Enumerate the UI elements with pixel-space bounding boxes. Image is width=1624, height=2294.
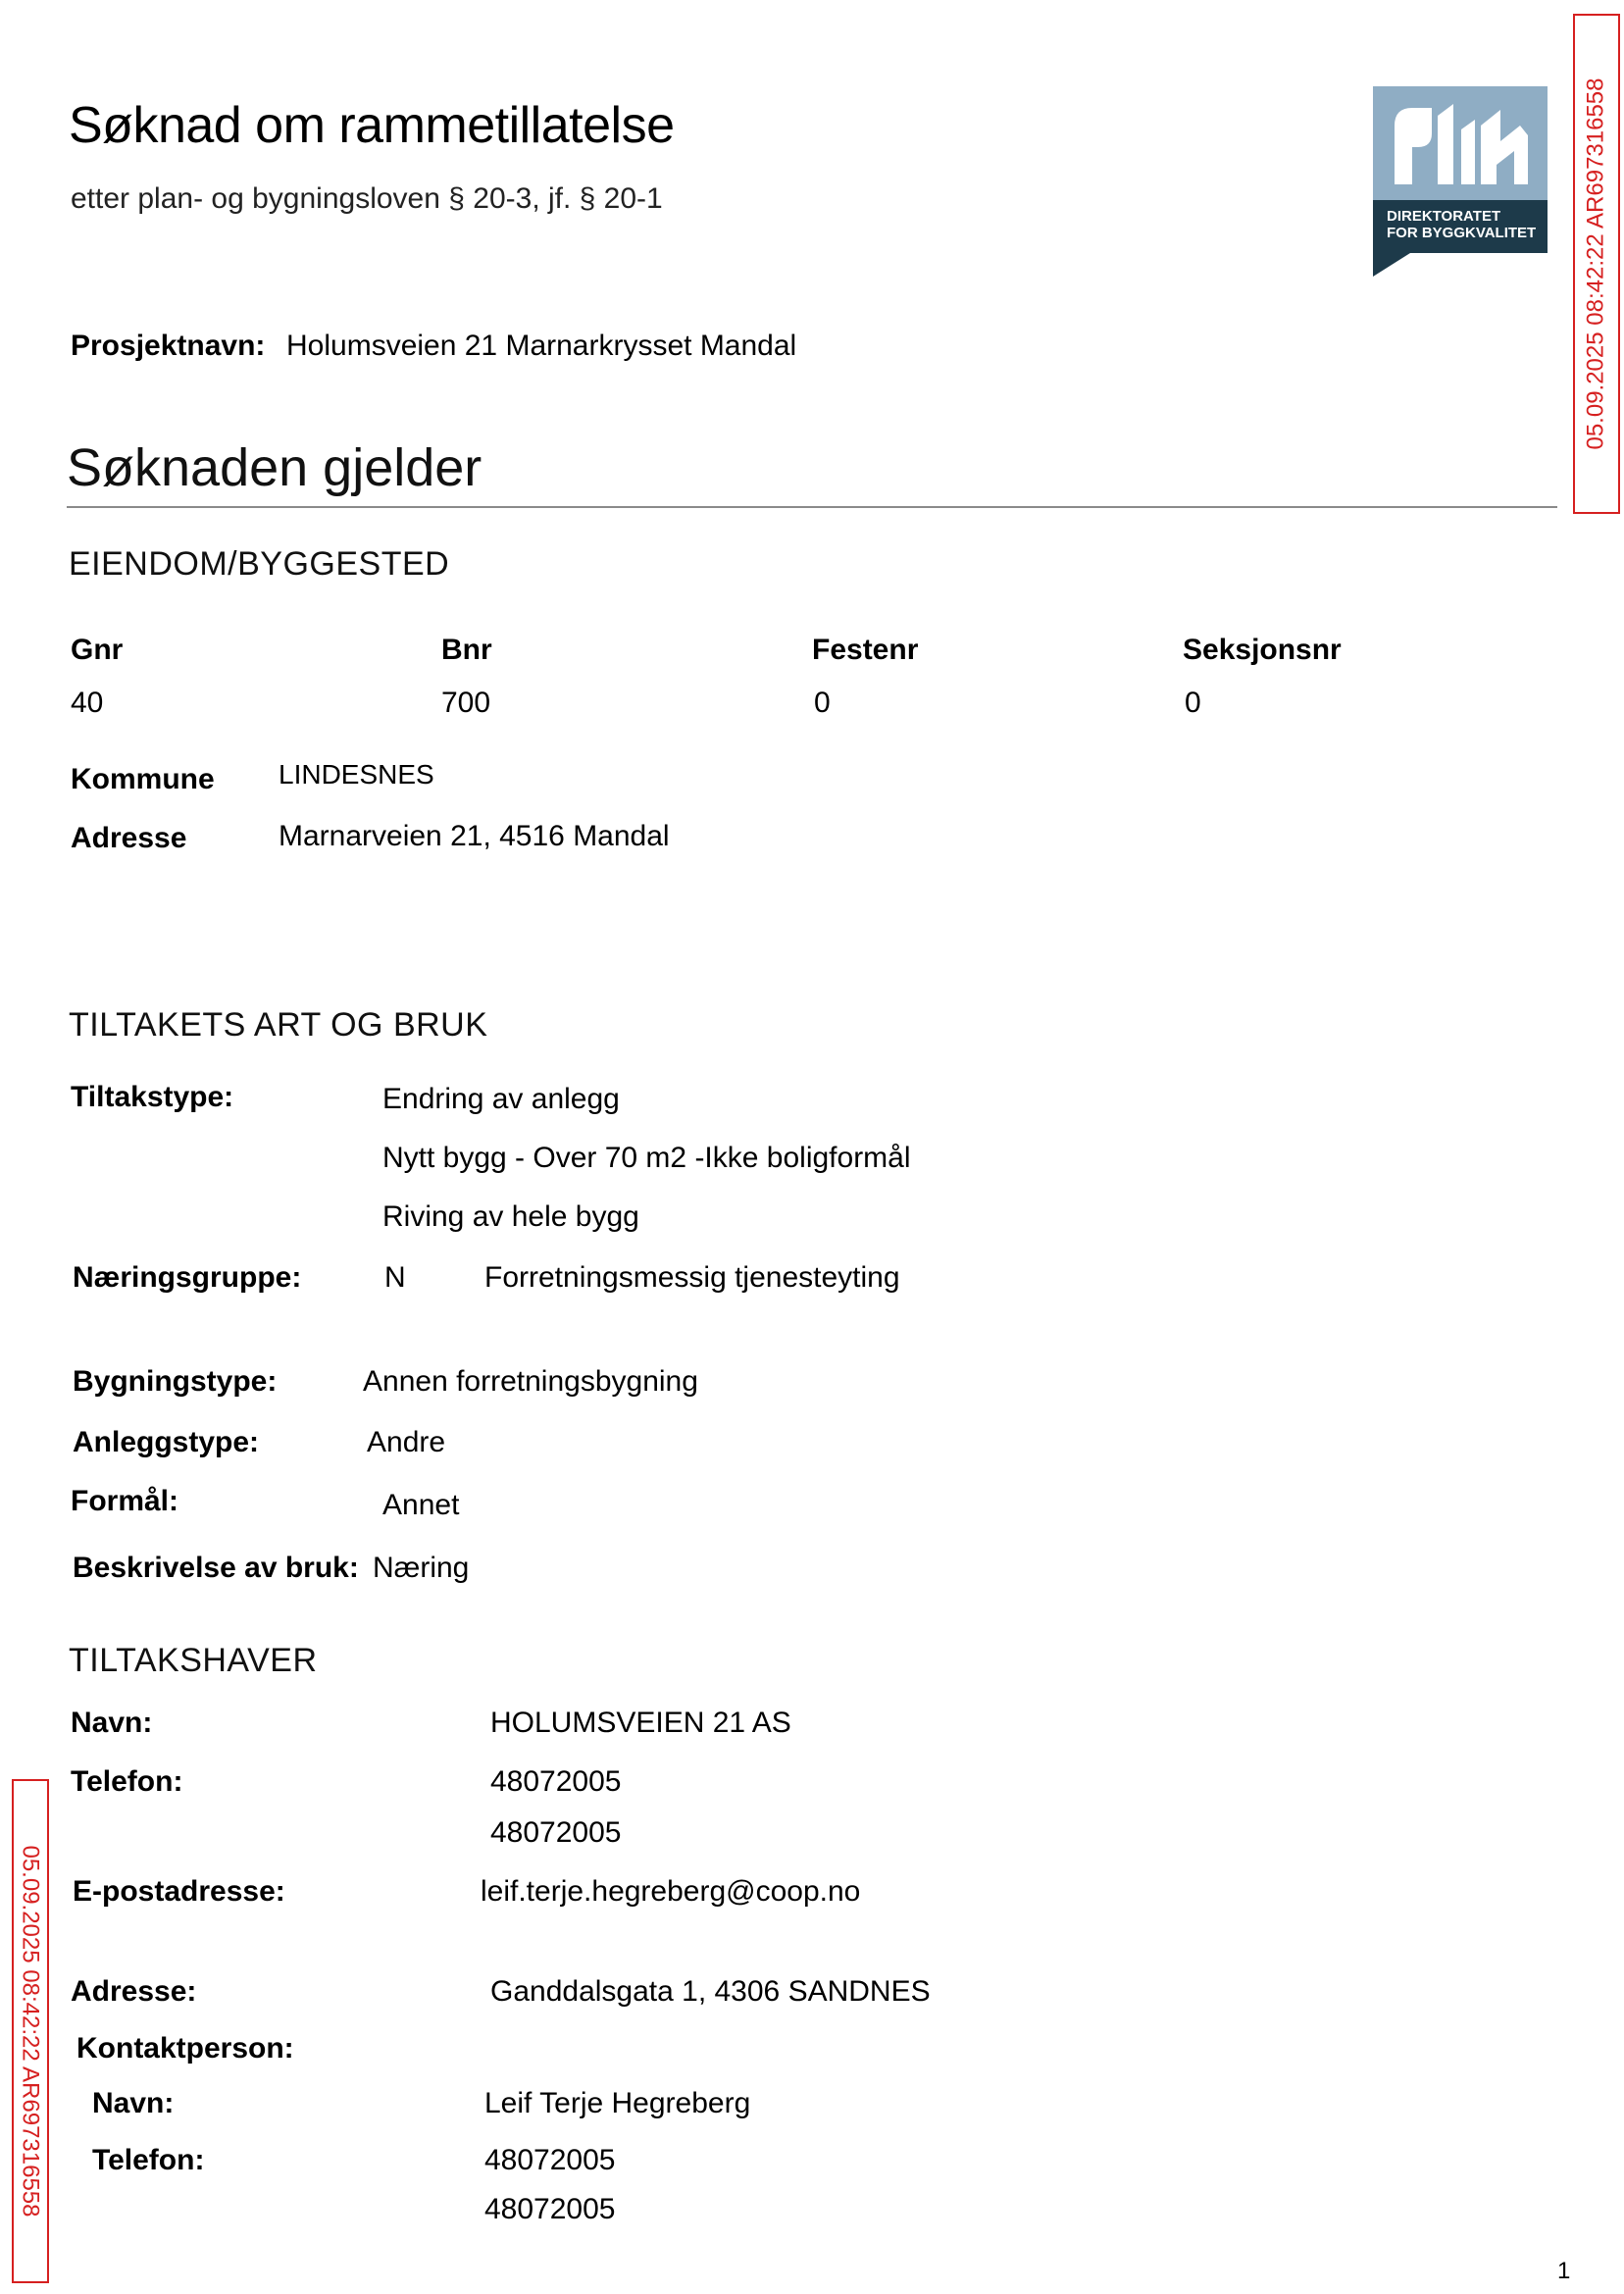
epost-value: leif.terje.hegreberg@coop.no: [481, 1875, 861, 1908]
kontakt-telefon-label: Telefon:: [92, 2144, 205, 2176]
kommune-value: LINDESNES: [279, 759, 434, 790]
logo-line1: DIREKTORATET: [1387, 208, 1501, 225]
kommune-label: Kommune: [71, 763, 215, 795]
val-festenr: 0: [814, 687, 831, 719]
adresse-value: Marnarveien 21, 4516 Mandal: [279, 820, 670, 852]
logo-graphic: [1373, 86, 1548, 200]
logo-line2: FOR BYGGKVALITET: [1387, 225, 1537, 241]
beskrivelse-label: Beskrivelse av bruk:: [73, 1552, 359, 1584]
tiltakshaver-navn-value: HOLUMSVEIEN 21 AS: [490, 1707, 791, 1739]
val-bnr: 700: [441, 687, 491, 719]
tiltakstype-1: Endring av anlegg: [382, 1083, 620, 1115]
tiltakshaver-adresse-label: Adresse:: [71, 1975, 197, 2008]
bygningstype-value: Annen forretningsbygning: [363, 1365, 698, 1398]
formal-label: Formål:: [71, 1485, 179, 1517]
col-gnr: Gnr: [71, 634, 124, 666]
kontakt-navn-label: Navn:: [92, 2087, 175, 2119]
section-divider: [67, 506, 1557, 508]
tiltakstype-2: Nytt bygg - Over 70 m2 -Ikke boligformål: [382, 1142, 911, 1174]
tiltakstype-3: Riving av hele bygg: [382, 1200, 639, 1233]
anleggstype-value: Andre: [367, 1426, 446, 1458]
logo-text: [1387, 208, 1536, 241]
kontaktperson-label: Kontaktperson:: [76, 2032, 294, 2065]
val-seksjonsnr: 0: [1185, 687, 1201, 719]
stamp-text: 05.09.2025 08:42:22 AR697316558: [1583, 77, 1609, 450]
dibk-logo: [1373, 86, 1548, 277]
tiltakshaver-telefon-label: Telefon:: [71, 1765, 183, 1798]
logo-tail: [1373, 253, 1410, 277]
stamp-text-bottom: 05.09.2025 08:42:22 AR697316558: [18, 1845, 44, 2218]
kontakt-telefon-1: 48072005: [484, 2144, 616, 2176]
receipt-stamp-top: [1573, 14, 1620, 514]
adresse-label: Adresse: [71, 822, 187, 854]
col-seksjonsnr: Seksjonsnr: [1183, 634, 1342, 666]
bygningstype-label: Bygningstype:: [73, 1365, 278, 1398]
tiltakshaver-heading: TILTAKSHAVER: [69, 1642, 318, 1679]
anleggstype-label: Anleggstype:: [73, 1426, 260, 1458]
project-label: Prosjektnavn:: [71, 330, 266, 362]
property-heading: EIENDOM/BYGGESTED: [69, 545, 450, 583]
formal-value: Annet: [382, 1489, 460, 1521]
kontakt-navn-value: Leif Terje Hegreberg: [484, 2087, 751, 2119]
tiltak-heading: TILTAKETS ART OG BRUK: [69, 1006, 488, 1044]
tiltakstype-label: Tiltakstype:: [71, 1081, 234, 1113]
kontakt-telefon-2: 48072005: [484, 2193, 616, 2225]
tiltakshaver-telefon-1: 48072005: [490, 1765, 622, 1798]
document-subtitle: etter plan- og bygningsloven § 20-3, jf. § 20-1: [71, 182, 663, 215]
receipt-stamp-bottom: [12, 1779, 49, 2283]
project-value: Holumsveien 21 Marnarkrysset Mandal: [286, 330, 797, 362]
section-title: Søknaden gjelder: [67, 438, 482, 497]
naeringsgruppe-code: N: [384, 1261, 406, 1294]
col-festenr: Festenr: [812, 634, 919, 666]
col-bnr: Bnr: [441, 634, 492, 666]
naeringsgruppe-label: Næringsgruppe:: [73, 1261, 302, 1294]
beskrivelse-value: Næring: [373, 1552, 470, 1584]
document-title: Søknad om rammetillatelse: [69, 97, 675, 154]
tiltakshaver-navn-label: Navn:: [71, 1707, 153, 1739]
tiltakshaver-telefon-2: 48072005: [490, 1816, 622, 1849]
tiltakshaver-adresse-value: Ganddalsgata 1, 4306 SANDNES: [490, 1975, 931, 2008]
epost-label: E-postadresse:: [73, 1875, 285, 1908]
naeringsgruppe-value: Forretningsmessig tjenesteyting: [484, 1261, 900, 1294]
val-gnr: 40: [71, 687, 104, 719]
page-number: 1: [1557, 2258, 1571, 2284]
